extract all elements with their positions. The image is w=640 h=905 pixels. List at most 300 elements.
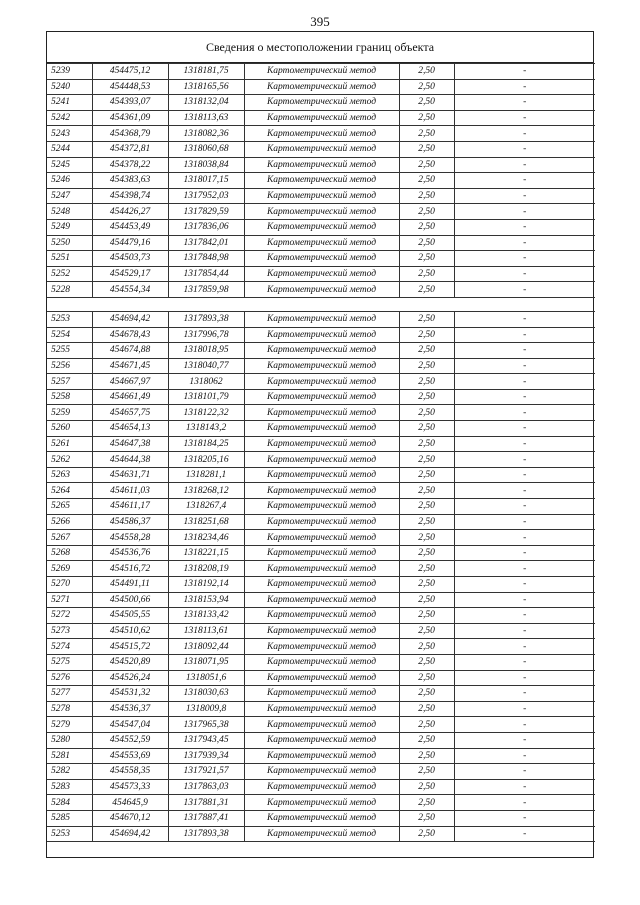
method-cell: Картометрический метод [244, 282, 399, 298]
table-row [47, 717, 595, 733]
accuracy-cell: 2,50 [399, 561, 454, 577]
accuracy-cell: 2,50 [399, 358, 454, 374]
accuracy-cell: 2,50 [399, 219, 454, 235]
method-cell: Картометрический метод [244, 204, 399, 220]
description-cell: - [454, 779, 595, 795]
point-number-cell: 5260 [47, 421, 92, 437]
method-cell: Картометрический метод [244, 701, 399, 717]
method-cell: Картометрический метод [244, 173, 399, 189]
method-cell: Картометрический метод [244, 467, 399, 483]
accuracy-cell: 2,50 [399, 514, 454, 530]
table-row [47, 467, 595, 483]
description-cell: - [454, 732, 595, 748]
method-cell: Картометрический метод [244, 639, 399, 655]
method-cell: Картометрический метод [244, 436, 399, 452]
point-number-cell: 5259 [47, 405, 92, 421]
y-coordinate-cell: 1318018,95 [168, 343, 244, 359]
description-cell: - [454, 545, 595, 561]
method-cell: Картометрический метод [244, 764, 399, 780]
method-cell: Картометрический метод [244, 499, 399, 515]
x-coordinate-cell: 454491,11 [92, 577, 168, 593]
x-coordinate-cell: 454515,72 [92, 639, 168, 655]
accuracy-cell: 2,50 [399, 421, 454, 437]
table-row [47, 514, 595, 530]
method-cell: Картометрический метод [244, 188, 399, 204]
method-cell: Картометрический метод [244, 405, 399, 421]
accuracy-cell: 2,50 [399, 686, 454, 702]
description-cell: - [454, 421, 595, 437]
method-cell: Картометрический метод [244, 779, 399, 795]
accuracy-cell: 2,50 [399, 670, 454, 686]
accuracy-cell: 2,50 [399, 623, 454, 639]
y-coordinate-cell: 1318071,95 [168, 654, 244, 670]
method-cell: Картометрический метод [244, 826, 399, 842]
description-cell: - [454, 623, 595, 639]
x-coordinate-cell: 454393,07 [92, 95, 168, 111]
accuracy-cell: 2,50 [399, 779, 454, 795]
y-coordinate-cell: 1318133,42 [168, 608, 244, 624]
y-coordinate-cell: 1318184,25 [168, 436, 244, 452]
description-cell: - [454, 514, 595, 530]
y-coordinate-cell: 1318060,68 [168, 141, 244, 157]
y-coordinate-cell: 1318030,63 [168, 686, 244, 702]
method-cell: Картометрический метод [244, 79, 399, 95]
description-cell: - [454, 79, 595, 95]
description-cell: - [454, 670, 595, 686]
point-number-cell: 5245 [47, 157, 92, 173]
y-coordinate-cell: 1318009,8 [168, 701, 244, 717]
table-row [47, 282, 595, 298]
accuracy-cell: 2,50 [399, 405, 454, 421]
point-number-cell: 5272 [47, 608, 92, 624]
table-row [47, 235, 595, 251]
y-coordinate-cell: 1317893,38 [168, 311, 244, 327]
description-cell: - [454, 235, 595, 251]
accuracy-cell: 2,50 [399, 95, 454, 111]
x-coordinate-cell: 454453,49 [92, 219, 168, 235]
table-row [47, 623, 595, 639]
y-coordinate-cell: 1317863,03 [168, 779, 244, 795]
x-coordinate-cell: 454448,53 [92, 79, 168, 95]
accuracy-cell: 2,50 [399, 577, 454, 593]
x-coordinate-cell: 454500,66 [92, 592, 168, 608]
y-coordinate-cell: 1318101,79 [168, 389, 244, 405]
point-number-cell: 5279 [47, 717, 92, 733]
y-coordinate-cell: 1318082,36 [168, 126, 244, 142]
description-cell: - [454, 701, 595, 717]
table-row [47, 95, 595, 111]
table-row [47, 251, 595, 267]
method-cell: Картометрический метод [244, 686, 399, 702]
x-coordinate-cell: 454526,24 [92, 670, 168, 686]
method-cell: Картометрический метод [244, 141, 399, 157]
accuracy-cell: 2,50 [399, 483, 454, 499]
point-number-cell: 5274 [47, 639, 92, 655]
method-cell: Картометрический метод [244, 126, 399, 142]
accuracy-cell: 2,50 [399, 251, 454, 267]
point-number-cell: 5268 [47, 545, 92, 561]
x-coordinate-cell: 454671,45 [92, 358, 168, 374]
x-coordinate-cell: 454536,37 [92, 701, 168, 717]
description-cell: - [454, 126, 595, 142]
point-number-cell: 5242 [47, 110, 92, 126]
table-row [47, 545, 595, 561]
y-coordinate-cell: 1317848,98 [168, 251, 244, 267]
point-number-cell: 5267 [47, 530, 92, 546]
method-cell: Картометрический метод [244, 608, 399, 624]
point-number-cell: 5270 [47, 577, 92, 593]
x-coordinate-cell: 454558,35 [92, 764, 168, 780]
method-cell: Картометрический метод [244, 545, 399, 561]
method-cell: Картометрический метод [244, 343, 399, 359]
point-number-cell: 5253 [47, 826, 92, 842]
x-coordinate-cell: 454552,59 [92, 732, 168, 748]
y-coordinate-cell: 1317965,38 [168, 717, 244, 733]
point-number-cell: 5244 [47, 141, 92, 157]
accuracy-cell: 2,50 [399, 545, 454, 561]
accuracy-cell: 2,50 [399, 748, 454, 764]
x-coordinate-cell: 454611,03 [92, 483, 168, 499]
method-cell: Картометрический метод [244, 157, 399, 173]
accuracy-cell: 2,50 [399, 717, 454, 733]
y-coordinate-cell: 1318038,84 [168, 157, 244, 173]
method-cell: Картометрический метод [244, 530, 399, 546]
y-coordinate-cell: 1317859,98 [168, 282, 244, 298]
accuracy-cell: 2,50 [399, 266, 454, 282]
point-number-cell: 5265 [47, 499, 92, 515]
y-coordinate-cell: 1317952,03 [168, 188, 244, 204]
table-row [47, 499, 595, 515]
method-cell: Картометрический метод [244, 327, 399, 343]
point-number-cell: 5271 [47, 592, 92, 608]
table-row [47, 577, 595, 593]
description-cell: - [454, 204, 595, 220]
accuracy-cell: 2,50 [399, 173, 454, 189]
x-coordinate-cell: 454558,28 [92, 530, 168, 546]
accuracy-cell: 2,50 [399, 499, 454, 515]
x-coordinate-cell: 454657,75 [92, 405, 168, 421]
method-cell: Картометрический метод [244, 514, 399, 530]
accuracy-cell: 2,50 [399, 436, 454, 452]
description-cell: - [454, 219, 595, 235]
accuracy-cell: 2,50 [399, 467, 454, 483]
y-coordinate-cell: 1318251,68 [168, 514, 244, 530]
y-coordinate-cell: 1318205,16 [168, 452, 244, 468]
point-number-cell: 5285 [47, 810, 92, 826]
accuracy-cell: 2,50 [399, 530, 454, 546]
x-coordinate-cell: 454661,49 [92, 389, 168, 405]
y-coordinate-cell: 1318132,04 [168, 95, 244, 111]
description-cell: - [454, 826, 595, 842]
description-cell: - [454, 405, 595, 421]
x-coordinate-cell: 454674,88 [92, 343, 168, 359]
x-coordinate-cell: 454378,22 [92, 157, 168, 173]
point-number-cell: 5264 [47, 483, 92, 499]
y-coordinate-cell: 1317836,06 [168, 219, 244, 235]
table-row [47, 219, 595, 235]
y-coordinate-cell: 1318153,94 [168, 592, 244, 608]
x-coordinate-cell: 454554,34 [92, 282, 168, 298]
x-coordinate-cell: 454678,43 [92, 327, 168, 343]
point-number-cell: 5241 [47, 95, 92, 111]
accuracy-cell: 2,50 [399, 311, 454, 327]
table-row [47, 530, 595, 546]
x-coordinate-cell: 454505,55 [92, 608, 168, 624]
table-row [47, 436, 595, 452]
method-cell: Картометрический метод [244, 374, 399, 390]
y-coordinate-cell: 1318165,56 [168, 79, 244, 95]
method-cell: Картометрический метод [244, 358, 399, 374]
y-coordinate-cell: 1318062 [168, 374, 244, 390]
table-row [47, 452, 595, 468]
x-coordinate-cell: 454573,33 [92, 779, 168, 795]
table-row [47, 795, 595, 811]
y-coordinate-cell: 1318234,46 [168, 530, 244, 546]
accuracy-cell: 2,50 [399, 79, 454, 95]
y-coordinate-cell: 1317854,44 [168, 266, 244, 282]
accuracy-cell: 2,50 [399, 126, 454, 142]
group-separator-row [47, 297, 595, 311]
method-cell: Картометрический метод [244, 748, 399, 764]
description-cell: - [454, 343, 595, 359]
point-number-cell: 5246 [47, 173, 92, 189]
x-coordinate-cell: 454520,89 [92, 654, 168, 670]
y-coordinate-cell: 1318281,1 [168, 467, 244, 483]
x-coordinate-cell: 454383,63 [92, 173, 168, 189]
method-cell: Картометрический метод [244, 670, 399, 686]
y-coordinate-cell: 1317887,41 [168, 810, 244, 826]
point-number-cell: 5273 [47, 623, 92, 639]
point-number-cell: 5243 [47, 126, 92, 142]
point-number-cell: 5278 [47, 701, 92, 717]
description-cell: - [454, 686, 595, 702]
table-row [47, 358, 595, 374]
description-cell: - [454, 764, 595, 780]
accuracy-cell: 2,50 [399, 204, 454, 220]
point-number-cell: 5256 [47, 358, 92, 374]
description-cell: - [454, 95, 595, 111]
x-coordinate-cell: 454398,74 [92, 188, 168, 204]
table-row [47, 732, 595, 748]
accuracy-cell: 2,50 [399, 389, 454, 405]
table-row [47, 686, 595, 702]
table-row [47, 405, 595, 421]
table-row [47, 79, 595, 95]
table-row [47, 421, 595, 437]
table-row [47, 311, 595, 327]
y-coordinate-cell: 1318221,15 [168, 545, 244, 561]
method-cell: Картометрический метод [244, 483, 399, 499]
point-number-cell: 5284 [47, 795, 92, 811]
method-cell: Картометрический метод [244, 219, 399, 235]
method-cell: Картометрический метод [244, 577, 399, 593]
table-row [47, 483, 595, 499]
point-number-cell: 5248 [47, 204, 92, 220]
x-coordinate-cell: 454586,37 [92, 514, 168, 530]
accuracy-cell: 2,50 [399, 374, 454, 390]
method-cell: Картометрический метод [244, 795, 399, 811]
accuracy-cell: 2,50 [399, 764, 454, 780]
x-coordinate-cell: 454372,81 [92, 141, 168, 157]
y-coordinate-cell: 1318122,32 [168, 405, 244, 421]
accuracy-cell: 2,50 [399, 452, 454, 468]
page-number: 395 [310, 14, 330, 29]
description-cell: - [454, 530, 595, 546]
description-cell: - [454, 452, 595, 468]
accuracy-cell: 2,50 [399, 639, 454, 655]
method-cell: Картометрический метод [244, 421, 399, 437]
method-cell: Картометрический метод [244, 717, 399, 733]
point-number-cell: 5247 [47, 188, 92, 204]
point-number-cell: 5255 [47, 343, 92, 359]
description-cell: - [454, 374, 595, 390]
table-row [47, 654, 595, 670]
y-coordinate-cell: 1318113,61 [168, 623, 244, 639]
description-cell: - [454, 188, 595, 204]
y-coordinate-cell: 1317829,59 [168, 204, 244, 220]
description-cell: - [454, 577, 595, 593]
y-coordinate-cell: 1318268,12 [168, 483, 244, 499]
description-cell: - [454, 389, 595, 405]
y-coordinate-cell: 1318192,14 [168, 577, 244, 593]
description-cell: - [454, 251, 595, 267]
table-row [47, 157, 595, 173]
x-coordinate-cell: 454611,17 [92, 499, 168, 515]
accuracy-cell: 2,50 [399, 608, 454, 624]
accuracy-cell: 2,50 [399, 282, 454, 298]
point-number-cell: 5275 [47, 654, 92, 670]
description-cell: - [454, 327, 595, 343]
y-coordinate-cell: 1318267,4 [168, 499, 244, 515]
table-row [47, 608, 595, 624]
description-cell: - [454, 639, 595, 655]
point-number-cell: 5228 [47, 282, 92, 298]
method-cell: Картометрический метод [244, 592, 399, 608]
method-cell: Картометрический метод [244, 95, 399, 111]
description-cell: - [454, 358, 595, 374]
description-cell: - [454, 561, 595, 577]
x-coordinate-cell: 454368,79 [92, 126, 168, 142]
description-cell: - [454, 592, 595, 608]
description-cell: - [454, 748, 595, 764]
accuracy-cell: 2,50 [399, 592, 454, 608]
y-coordinate-cell: 1318113,63 [168, 110, 244, 126]
table-row [47, 592, 595, 608]
point-number-cell: 5261 [47, 436, 92, 452]
x-coordinate-cell: 454475,12 [92, 64, 168, 80]
x-coordinate-cell: 454479,16 [92, 235, 168, 251]
description-cell: - [454, 157, 595, 173]
method-cell: Картометрический метод [244, 452, 399, 468]
table-row [47, 266, 595, 282]
accuracy-cell: 2,50 [399, 826, 454, 842]
table-row [47, 126, 595, 142]
separator-cell [47, 297, 595, 311]
accuracy-cell: 2,50 [399, 343, 454, 359]
accuracy-cell: 2,50 [399, 654, 454, 670]
y-coordinate-cell: 1317939,34 [168, 748, 244, 764]
x-coordinate-cell: 454516,72 [92, 561, 168, 577]
y-coordinate-cell: 1318040,77 [168, 358, 244, 374]
table-row [47, 374, 595, 390]
point-number-cell: 5266 [47, 514, 92, 530]
point-number-cell: 5253 [47, 311, 92, 327]
x-coordinate-cell: 454510,62 [92, 623, 168, 639]
x-coordinate-cell: 454654,13 [92, 421, 168, 437]
method-cell: Картометрический метод [244, 266, 399, 282]
y-coordinate-cell: 1318017,15 [168, 173, 244, 189]
x-coordinate-cell: 454647,38 [92, 436, 168, 452]
table-row [47, 110, 595, 126]
description-cell: - [454, 467, 595, 483]
x-coordinate-cell: 454553,69 [92, 748, 168, 764]
point-number-cell: 5263 [47, 467, 92, 483]
point-number-cell: 5281 [47, 748, 92, 764]
point-number-cell: 5269 [47, 561, 92, 577]
method-cell: Картометрический метод [244, 732, 399, 748]
table-row [47, 389, 595, 405]
method-cell: Картометрический метод [244, 311, 399, 327]
point-number-cell: 5282 [47, 764, 92, 780]
x-coordinate-cell: 454694,42 [92, 826, 168, 842]
table-row [47, 327, 595, 343]
point-number-cell: 5252 [47, 266, 92, 282]
accuracy-cell: 2,50 [399, 810, 454, 826]
point-number-cell: 5239 [47, 64, 92, 80]
method-cell: Картометрический метод [244, 623, 399, 639]
x-coordinate-cell: 454503,73 [92, 251, 168, 267]
accuracy-cell: 2,50 [399, 141, 454, 157]
method-cell: Картометрический метод [244, 654, 399, 670]
y-coordinate-cell: 1317893,38 [168, 826, 244, 842]
coordinates-table-body [47, 64, 595, 842]
x-coordinate-cell: 454536,76 [92, 545, 168, 561]
accuracy-cell: 2,50 [399, 188, 454, 204]
description-cell: - [454, 266, 595, 282]
table-row [47, 173, 595, 189]
y-coordinate-cell: 1317943,45 [168, 732, 244, 748]
method-cell: Картометрический метод [244, 389, 399, 405]
point-number-cell: 5257 [47, 374, 92, 390]
x-coordinate-cell: 454529,17 [92, 266, 168, 282]
x-coordinate-cell: 454361,09 [92, 110, 168, 126]
table-row [47, 561, 595, 577]
accuracy-cell: 2,50 [399, 701, 454, 717]
accuracy-cell: 2,50 [399, 110, 454, 126]
method-cell: Картометрический метод [244, 561, 399, 577]
table-row [47, 670, 595, 686]
point-number-cell: 5258 [47, 389, 92, 405]
table-title: Сведения о местоположении границ объекта [47, 32, 593, 63]
x-coordinate-cell: 454694,42 [92, 311, 168, 327]
description-cell: - [454, 64, 595, 80]
description-cell: - [454, 608, 595, 624]
description-cell: - [454, 311, 595, 327]
y-coordinate-cell: 1318092,44 [168, 639, 244, 655]
method-cell: Картометрический метод [244, 64, 399, 80]
y-coordinate-cell: 1318181,75 [168, 64, 244, 80]
table-row [47, 188, 595, 204]
x-coordinate-cell: 454426,27 [92, 204, 168, 220]
accuracy-cell: 2,50 [399, 732, 454, 748]
description-cell: - [454, 810, 595, 826]
table-row [47, 639, 595, 655]
accuracy-cell: 2,50 [399, 235, 454, 251]
y-coordinate-cell: 1317921,57 [168, 764, 244, 780]
y-coordinate-cell: 1318051,6 [168, 670, 244, 686]
accuracy-cell: 2,50 [399, 157, 454, 173]
description-cell: - [454, 654, 595, 670]
